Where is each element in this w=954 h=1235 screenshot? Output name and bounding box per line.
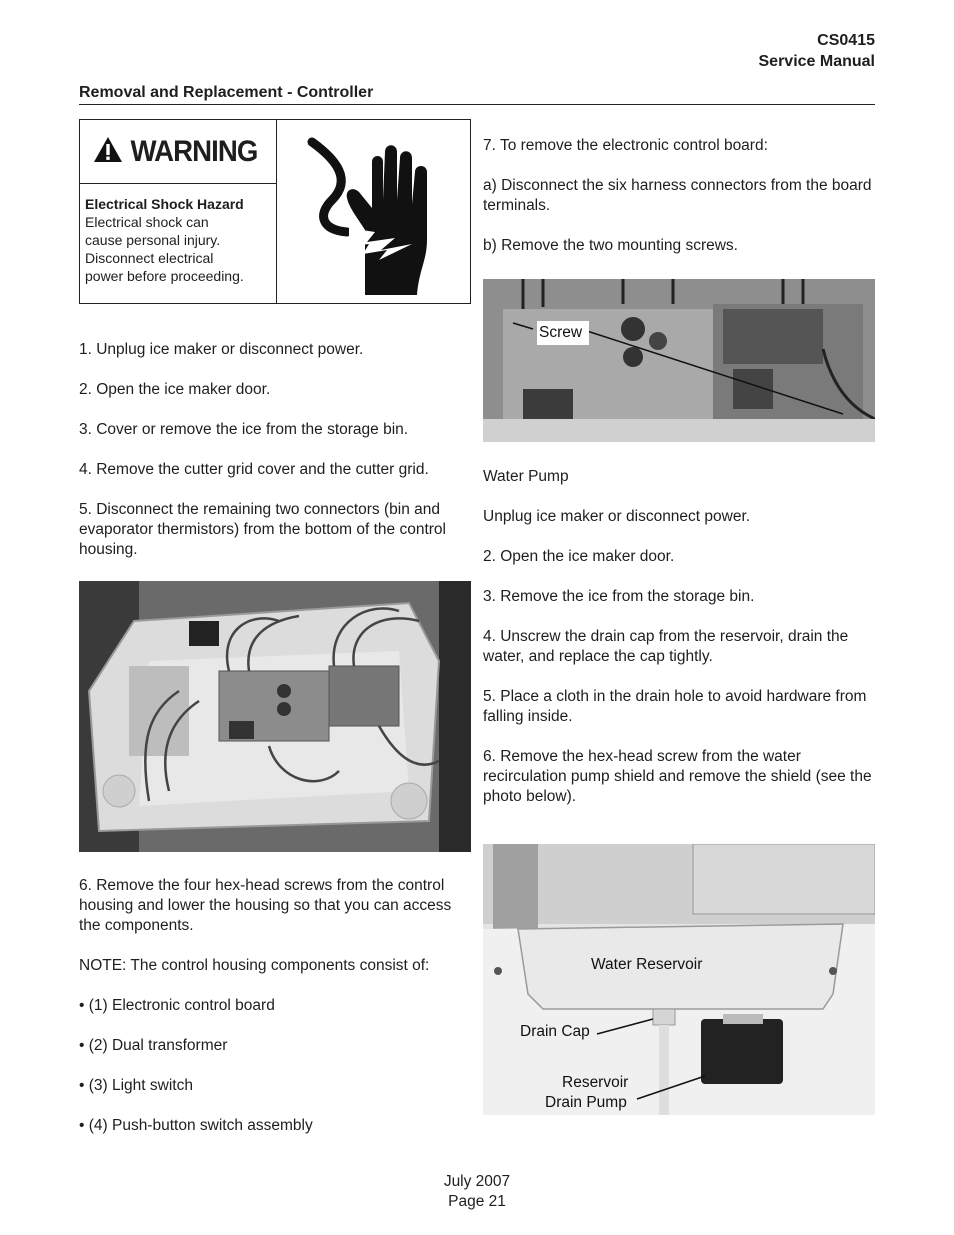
reservoir-label: Reservoir bbox=[562, 1074, 629, 1091]
pump-step-6: 6. Remove the hex-head screw from the water recirculation pump shield and remove the shield (see the photo below). bbox=[483, 748, 872, 805]
water-reservoir-label: Water Reservoir bbox=[591, 956, 703, 973]
warning-header bbox=[80, 120, 276, 184]
drain-cap-label: Drain Cap bbox=[520, 1023, 590, 1040]
document-id: CS0415 bbox=[817, 32, 875, 49]
step-7b: b) Remove the two mounting screws. bbox=[483, 237, 738, 254]
screw-label: Screw bbox=[539, 324, 583, 341]
components-note: NOTE: The control housing components consist of: bbox=[79, 957, 430, 974]
header-divider bbox=[79, 104, 875, 105]
warning-hazard: Electrical Shock Hazard bbox=[85, 196, 244, 212]
electric-shock-hand-icon bbox=[277, 120, 470, 303]
pump-step-3: 3. Remove the ice from the storage bin. bbox=[483, 588, 755, 605]
pump-step-5: 5. Place a cloth in the drain hole to avoid hardware from falling inside. bbox=[483, 688, 867, 725]
document-type: Service Manual bbox=[758, 53, 875, 70]
water-pump-heading: Water Pump bbox=[483, 468, 569, 485]
warning-title: WARNING bbox=[130, 134, 258, 168]
warning-line: Disconnect electrical bbox=[85, 250, 214, 266]
step-4: 4. Remove the cutter grid cover and the cutter grid. bbox=[79, 461, 429, 478]
step-7: 7. To remove the electronic control board: bbox=[483, 137, 768, 154]
control-housing-photo bbox=[79, 581, 471, 852]
footer-page-number: Page 21 bbox=[448, 1193, 506, 1210]
section-title: Removal and Replacement - Controller bbox=[79, 84, 374, 101]
component-item: • (2) Dual transformer bbox=[79, 1037, 228, 1054]
control-board-photo bbox=[483, 279, 875, 442]
component-item: • (4) Push-button switch assembly bbox=[79, 1117, 313, 1134]
footer-date: July 2007 bbox=[443, 1173, 511, 1190]
warning-triangle-icon bbox=[93, 136, 123, 168]
drain-pump-label: Drain Pump bbox=[545, 1094, 627, 1111]
warning-box bbox=[79, 119, 471, 304]
step-6: 6. Remove the four hex-head screws from the control housing and lower the housing so that you can access the components. bbox=[79, 877, 452, 934]
warning-line: cause personal injury. bbox=[85, 232, 221, 248]
pump-step-4: 4. Unscrew the drain cap from the reservoir, drain the water, and replace the cap tightly. bbox=[483, 628, 849, 665]
warning-line: power before proceeding. bbox=[85, 268, 244, 284]
component-item: • (1) Electronic control board bbox=[79, 997, 275, 1014]
warning-panel bbox=[80, 120, 277, 303]
step-5: 5. Disconnect the remaining two connectors (bin and evaporator thermistors) from the bottom of the control housing. bbox=[79, 501, 446, 558]
component-item: • (3) Light switch bbox=[79, 1077, 193, 1094]
pump-step-1: Unplug ice maker or disconnect power. bbox=[483, 508, 751, 525]
step-1: 1. Unplug ice maker or disconnect power. bbox=[79, 341, 364, 358]
pump-step-2: 2. Open the ice maker door. bbox=[483, 548, 675, 565]
step-2: 2. Open the ice maker door. bbox=[79, 381, 271, 398]
water-reservoir-photo bbox=[483, 844, 875, 1115]
step-3: 3. Cover or remove the ice from the storage bin. bbox=[79, 421, 409, 438]
step-7a: a) Disconnect the six harness connectors from the board terminals. bbox=[483, 177, 872, 214]
warning-message bbox=[85, 195, 273, 285]
warning-line: Electrical shock can bbox=[85, 214, 209, 230]
